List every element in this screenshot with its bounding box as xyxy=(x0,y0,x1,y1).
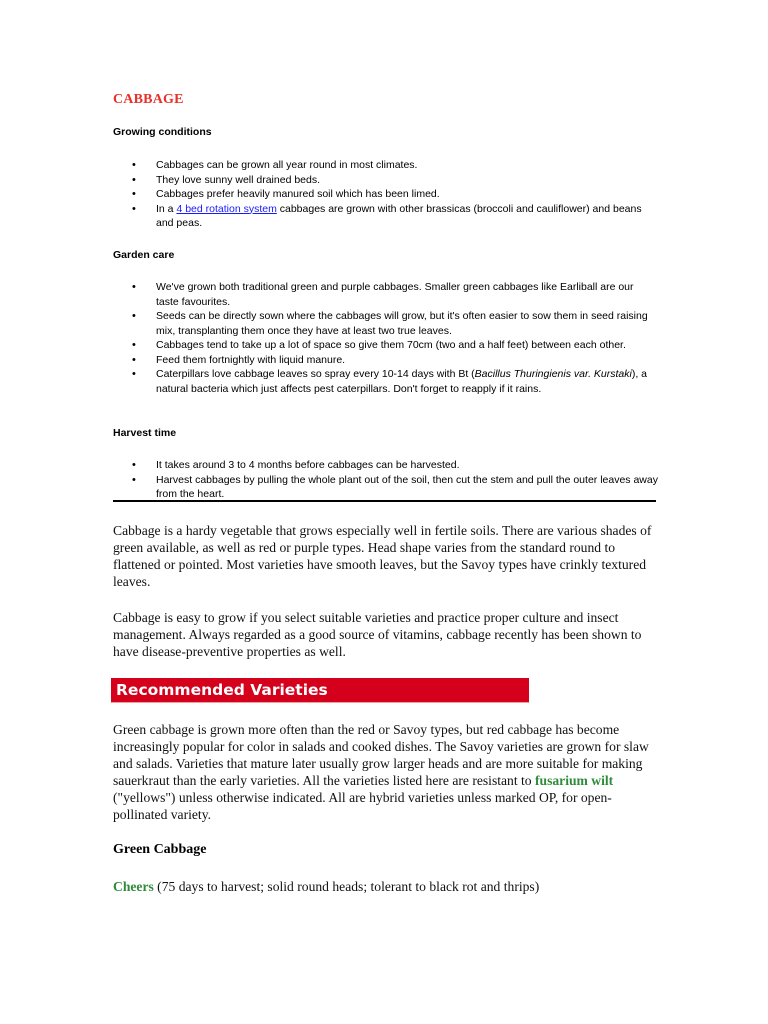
green-cabbage-heading: Green Cabbage xyxy=(113,842,207,857)
list-item: • Cabbages prefer heavily manured soil which has been limed. xyxy=(113,187,658,202)
text: In a xyxy=(156,202,177,215)
culture-paragraph: Cabbage is easy to grow if you select suitable varieties and practice proper culture and insect management. Always regarded as a good source of vitamins, cabbage recently has been shown to have disease-preventive properties as well. xyxy=(113,610,642,659)
list-item xyxy=(113,367,658,396)
text: cabbages are grown with other brassicas (broccoli and cauliflower) and beans and peas. xyxy=(156,202,642,229)
recommended-varieties-banner: Recommended Varieties xyxy=(111,678,529,703)
list-item: • We've grown both traditional green and purple cabbages. Smaller green cabbages like Earliball are our taste favourites. xyxy=(113,280,658,309)
cheers-variety xyxy=(113,878,653,895)
cheers-name: Cheers xyxy=(113,879,154,894)
list-item: • Feed them fortnightly with liquid manure. xyxy=(113,353,658,368)
rotation-system-link[interactable]: 4 bed rotation system xyxy=(176,202,277,215)
growing-conditions-heading: Growing conditions xyxy=(113,126,212,138)
growing-conditions-list xyxy=(113,158,658,231)
harvest-time-heading: Harvest time xyxy=(113,427,177,439)
list-item xyxy=(113,202,658,231)
page-title: CABBAGE xyxy=(113,92,184,107)
varieties-paragraph xyxy=(113,721,653,823)
scientific-name: Bacillus Thuringienis var. Kurstaki xyxy=(474,368,632,380)
intro-paragraph: Cabbage is a hardy vegetable that grows especially well in fertile soils. There are various shades of green available, as well as red or purple types. Head shape varies from the standard round to flattened or pointed. Most varieties have smooth leaves, but the Savoy types have crinkly textured leaves. xyxy=(113,523,652,589)
horizontal-divider xyxy=(113,500,656,502)
text: ("yellows") unless otherwise indicated. All are hybrid varieties unless marked OP, for open-pollinated variety. xyxy=(113,790,612,822)
text: Caterpillars love cabbage leaves so spray every 10-14 days with Bt ( xyxy=(156,368,475,380)
fusarium-wilt-term: fusarium wilt xyxy=(535,773,614,788)
garden-care-list xyxy=(113,280,658,396)
list-item: • Cabbages tend to take up a lot of space so give them 70cm (two and a half feet) between each other. xyxy=(113,338,658,353)
garden-care-heading: Garden care xyxy=(113,249,175,261)
harvest-time-list xyxy=(113,458,658,502)
list-item: • Seeds can be directly sown where the cabbages will grow, but it's often easier to sow them in seed raising mix, transplanting them once they have at least two true leaves. xyxy=(113,309,658,338)
text: ), a natural bacteria which just affects pest caterpillars. Don't forget to reapply if it rains. xyxy=(156,368,647,395)
text: Green cabbage is grown more often than the red or Savoy types, but red cabbage has become increasingly popular for color in salads and cooked dishes. The Savoy varieties are grown for slaw and salads. Varieties that mature later usually grow larger heads and are more suitable for making sauerkraut than the early varieties. All the varieties listed here are resistant to xyxy=(113,722,649,788)
list-item: • Harvest cabbages by pulling the whole plant out of the soil, then cut the stem and pull the outer leaves away from the heart. xyxy=(113,473,658,502)
list-item: • Cabbages can be grown all year round in most climates. xyxy=(113,158,658,173)
cheers-description: (75 days to harvest; solid round heads; tolerant to black rot and thrips) xyxy=(153,879,540,894)
list-item: • They love sunny well drained beds. xyxy=(113,173,658,188)
list-item: • It takes around 3 to 4 months before cabbages can be harvested. xyxy=(113,458,658,473)
